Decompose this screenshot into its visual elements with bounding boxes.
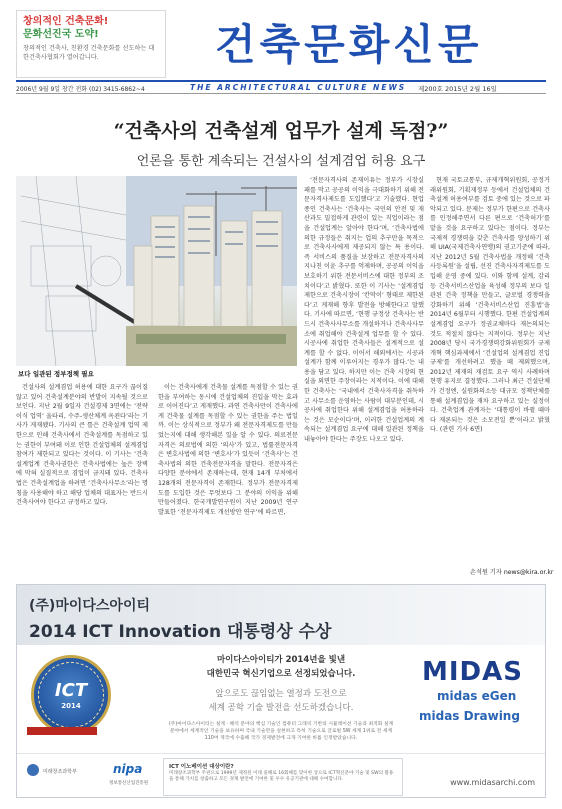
badge-ribbon	[27, 727, 97, 735]
article-column-1	[16, 383, 148, 577]
badge-title: ICT	[54, 680, 88, 701]
ict-award-badge-icon	[31, 655, 111, 735]
article-text: 현재 국토교통부, 규제개혁위원회, 공정거래위원회, 기획재정부 등에서 건설업체의 건축설계 허용여부를 검토 중에 있는 것으로 파악되고 있다. 문제는 정부가 한편으로 건축사를 인정해주면서 다른 편으로 ‘건축허가’를 맡을 것을 요구하고 있다는 점이다. 정부는 국제적 경쟁력을 갖춘 건축사를 양성하기 위해 UIA(국제건축사연맹)의 권고기준에 따라, 지난 2012년 5월 건축사법을 개정해 ‘건축사등록원’을 설립, 선진 건축사자격제도를 도입해 운영 중에 있다. 이와 함께 설계, 감리 등 건축서비스산업을 육성해 정부의 보다 일관된 건축 정책을 만들고, 글로벌 경쟁력을 강화하기 위해 ‘건축서비스산업 진흥법’을 2014년 6월부터 시행했다. 한편 건설업계의 설계겸업 요구가 정권교체마다 재논의되는 것도 적절치 않다는 지적이다. 정부는 지난 2008년 당시 국가경쟁력강화위원회가 규제개혁 핵심과제에서 ‘건설업의 설계겸업 진입규제’를 개선하려고 했을 때 제외했으며, 2012년 제재의 재검토 요구 역시 사례하며 현행 유지로 결정했다. 그러나 최근 건설단체가 건정엔, 실원화의소등 대규모 정책단체를 통해 설계겸업을 재차 요구하고 있는 실정이다. 건축업계 관계자는 ‘대통령이 바뀔 때마다 재론되는 것은 소모전일 뿐’이라고 밝혔다. (관련 기사 6면)	[430, 177, 550, 434]
badge-year: 2014	[61, 702, 81, 710]
slogan-line-2: 문화선진국 도약!	[23, 29, 99, 40]
masthead-rule	[16, 80, 546, 82]
ad-website-link[interactable]: www.midasarchi.com	[450, 778, 535, 787]
article-column-3	[304, 176, 424, 574]
masthead-divider	[16, 93, 546, 94]
nipa-name: 정보통신산업진흥원	[109, 781, 149, 786]
founding-and-phone: 2006년 9월 9일 창간 전화 (02) 3415-6862~4	[16, 86, 145, 93]
ad-description: (주)마이다스아이티는 설계 · 해석 분야의 핵심 기술인 컴퓨터 그래픽 기반의 시뮬레이션 기술과 최적화 설계분야에서 세계적인 기술을 보유하며 국내 기술만을 실현하고 특허 기술으로 글로벌 SW 세계 1위로 전 세계 110여 개국에 수출해 국가 경제발전에 크게 기여한 바를 인정받았습니다.	[168, 722, 394, 741]
slogan-line-1: 창의적인 건축문화!	[23, 16, 109, 27]
article-text: ‘전문자격사의 존재이유는 정부가 시장실패를 막고 공공의 이익을 극대화하기 위해 전문자격사제도를 도입했다’고 기술했다. 현업 종인 건축사는 ‘건축사는 국민의 안전 및 재산과도 밀접하게 관련이 있는 직업이라는 점을 건설업계는 알아야 한다’며, ‘건축사법에 의한 규정들은 취지는 업의 추구만을 목적으로 건축사사에게 제공되지 않는 특 용이다. 즉 서비스의 품질을 보장하고 전문자격사의 지나친 이윤 추구를 억제하며, 공공의 이익을 보호하기 위한 전문서비스에 대한 정부의 조치이다’고 밝혔다. 또한 이 기사는 ‘설계겸업 제한으로 건축시장이 ‘칸막이’ 형태로 제한된다’고 게재해 향후 발전을 방해한다고 말했다. 기사에 따르면, ‘현행 규정상 건축사는 반드시 건축사사무소를 개설하거나 건축사사무소에 취업해야 건축설계 업무를 할 수 있다. 시공사에 취업한 건축사들은 설계적으로 설계를 할 수 없다. 이어서 해외에서는 시공과 설계가 함께 이루어지는 경우가 많다.’는 내용을 담고 있다. 하지만 이는 건축 시장의 현실을 외면한 주장이라는 지적이다. 이에 대해 한 건축사는 ‘국내에서 건축사자격을 취득하고 사무소를 운영하는 사람이 대부분인데, 시공사에 취업한다 위해 설계겸업을 허용하라는 것은 모순이다’며, 이러한 건설업계의 계속되는 설계겸업 요구에 대해 일관된 정책을 내놓아야 한다는 주장도 나오고 있다.	[304, 177, 424, 444]
advertisement	[16, 584, 546, 798]
ad-tagline-1: 앞으로도 끊임없는 열정과 도전으로	[215, 689, 347, 699]
product-egen: midas eGen	[437, 689, 517, 703]
article-text: 이는 건축사에게 건축물 설계를 독점할 수 있는 권한을 부여하는 동시에 건설업체의 진입을 막는 효과로 이어진다’고 게재했다. 과연 건축사만이 건축사에게 건축물 설계를 독점할 수 있는 권한을 주는 법일까. 이는 상식적으로 정부가 왜 전문자격제도를 만들었는지에 대해 생각해본 일을 알 수 있다. 의료전문자격은 의료법에 의한 ‘의사’가 있고, 법률전문자격은 변호사법에 의한 ‘변호사’가 있듯이 ‘건축사’는 건축사법의 의한 건축전문자격을 말한다. 전문자격은 다양한 분야에서 존재하는데, 현재 14개 부처에서 128개의 전문자격이 존재한다. 정부가 전문자격제도를 도입한 것은 무엇보다 그 분야의 이익을 위해 만들어졌다. 한국개발연구원이 지난 2009년 연구 발표한 ‘전문자격제도 개선방안 연구’에 따르면,	[158, 384, 298, 516]
ad-tagline-2: 세계 공학 기술 발전을 선도하겠습니다.	[208, 703, 354, 713]
ad-footer	[17, 753, 546, 798]
ad-headline-2: 대한민국 혁신기업으로 선정되었습니다.	[206, 669, 356, 679]
award-info-box	[163, 758, 403, 796]
article-column-4	[430, 176, 550, 528]
slogan-box	[16, 10, 166, 78]
article-headline: “건축사의 건축설계 업무가 설계 독점?”	[113, 120, 449, 142]
midas-logo: MIDAS	[422, 657, 523, 687]
ad-award-title: 2014 ICT Innovation 대통령상 수상	[29, 622, 332, 642]
construction-site-image	[16, 176, 297, 366]
article-column-2	[158, 383, 298, 577]
photo-caption: 보다 일관된 정부정책 필요	[18, 370, 94, 378]
ad-message	[167, 653, 395, 742]
article-text: 건설사의 설계겸업 허용에 대한 요구가 끊이질 않고 있어 건축설계분야의 반발이 지속될 것으로 보인다. 지난 2월 9일자 건설경제 3면에는 ‘전략이식 업역’ 울타리, 수주-생산체계 옥죈다’라는 기사가 게재됐다. 기사의 큰 틀은 건축설계 업역 제한으로 인해 건축사에서 건축설계를 독점하고 있는 권한이 부여돼 이로 인한 건설업체의 설계겸업 참여가 제한되고 있다는 것이다. 이 기사는 ‘건축설계업계 건축사권한은 건축사법에는 높은 장벽에 막혀 실질적으로 겸업이 금지돼 있다. 건축사법은 건축설계업을 하려면 ‘건축사사무소’라는 명칭을 사용해야 하고 해당 업체의 대표자는 반드시 건축사여야 한다고 규정하고 있다.	[16, 384, 148, 507]
slogan-description: 창의적인 건축사, 친환경 건축문화를 선도하는 대한건축사협회가 열어갑니다.	[23, 45, 155, 61]
ministry-name: 미래창조과학부	[43, 769, 77, 775]
article-photo	[16, 176, 297, 366]
reporter-byline: 손석원 기자 news@kira.or.kr	[470, 569, 554, 576]
newspaper-title: 건축문화신문	[215, 20, 483, 69]
ministry-logo-icon	[27, 764, 39, 776]
masthead	[0, 0, 562, 92]
nipa-logo: nipa	[113, 762, 143, 776]
award-info-text: 미래창조과학부 주관으로 1999년 제정된 이래 올해로 16회째를 맞이한 상으로 ICT혁신분야 기술 및 SW의 활용을 통해 가치를 창출하고 모든 경제 발전에 기여한 및 우수 유공기관에 대해 수여합니다.	[169, 771, 394, 783]
ad-headline-1: 마이다스아이티가 2014년을 빛낸	[216, 655, 346, 665]
ad-header	[17, 585, 546, 645]
article-subheadline: 언론을 통한 계속되는 건설사의 설계겸업 허용 요구	[136, 154, 426, 169]
product-drawing: midas Drawing	[419, 709, 520, 723]
award-info-title: ICT 이노베이션 대상이란?	[169, 764, 234, 770]
ad-body	[17, 645, 546, 798]
issue-number-date: 제200호 2015년 2월 16일	[418, 85, 497, 93]
ad-company-name: (주)마이다스아이티	[29, 598, 150, 614]
english-title: THE ARCHITECTURAL CULTURE NEWS	[190, 83, 407, 92]
